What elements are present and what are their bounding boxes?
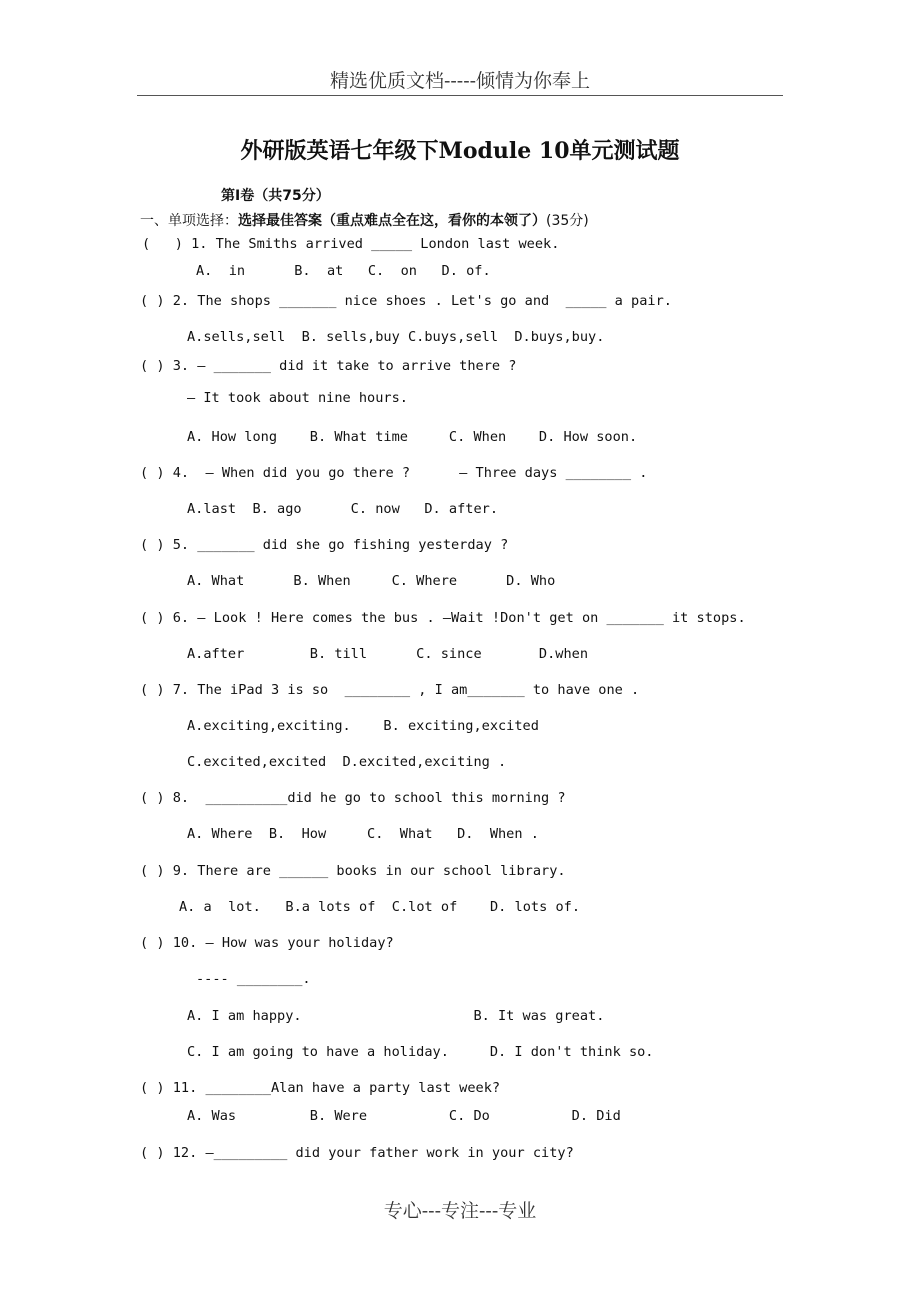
question-7-options-b: C.excited,excited D.excited,exciting . [187, 754, 507, 770]
document-title: 外研版英语七年级下Module 10单元测试题 [240, 138, 680, 164]
question-2-options: A.sells,sell B. sells,buy C.buys,sell D.buys,buy. [187, 329, 605, 345]
question-11-options: A. Was B. Were C. Do D. Did [187, 1108, 621, 1124]
instruction-bold: 选择最佳答案（重点难点全在这，看你的本领了） [238, 213, 546, 229]
header-divider [137, 95, 783, 96]
instruction-suffix: (35分) [546, 213, 589, 229]
question-10-options-b: C. I am going to have a holiday. D. I don't think so. [187, 1044, 654, 1060]
question-3: ( ) 3. — _______ did it take to arrive there ? [140, 358, 517, 374]
question-7-options-a: A.exciting,exciting. B. exciting,excited [187, 718, 539, 734]
question-7: ( ) 7. The iPad 3 is so ________ , I am_______ to have one . [140, 682, 640, 698]
question-12: ( ) 12. —_________ did your father work in your city? [140, 1145, 574, 1161]
instruction-prefix: 一、单项选择： [140, 213, 238, 229]
question-4: ( ) 4. — When did you go there ? — Three days ________ . [140, 465, 648, 481]
question-8-options: A. Where B. How C. What D. When . [187, 826, 539, 842]
question-5-options: A. What B. When C. Where D. Who [187, 573, 556, 589]
question-3-options: A. How long B. What time C. When D. How soon. [187, 429, 638, 445]
section-heading: 第Ⅰ卷（共75分） [221, 188, 330, 204]
page-header: 精选优质文档-----倾情为你奉上 [329, 70, 591, 92]
question-1-options: A. in B. at C. on D. of. [196, 263, 491, 279]
question-9-options: A. a lot. B.a lots of C.lot of D. lots of. [179, 899, 581, 915]
question-2: ( ) 2. The shops _______ nice shoes . Let's go and _____ a pair. [140, 293, 672, 309]
instruction-line [140, 210, 589, 230]
question-6: ( ) 6. — Look ! Here comes the bus . —Wait !Don't get on _______ it stops. [140, 610, 746, 626]
question-9: ( ) 9. There are ______ books in our school library. [140, 863, 566, 879]
question-8: ( ) 8. __________did he go to school this morning ? [140, 790, 566, 806]
question-1: ( ) 1. The Smiths arrived _____ London last week. [142, 236, 560, 252]
question-5: ( ) 5. _______ did she go fishing yesterday ? [140, 537, 509, 553]
question-6-options: A.after B. till C. since D.when [187, 646, 589, 662]
question-10-options-a: A. I am happy. B. It was great. [187, 1008, 605, 1024]
page-footer: 专心---专注---专业 [383, 1200, 537, 1222]
question-3-answer: — It took about nine hours. [187, 390, 408, 406]
question-10-answer: ---- ________. [196, 971, 311, 987]
question-11: ( ) 11. ________Alan have a party last week? [140, 1080, 501, 1096]
question-10: ( ) 10. — How was your holiday? [140, 935, 394, 951]
question-4-options: A.last B. ago C. now D. after. [187, 501, 498, 517]
